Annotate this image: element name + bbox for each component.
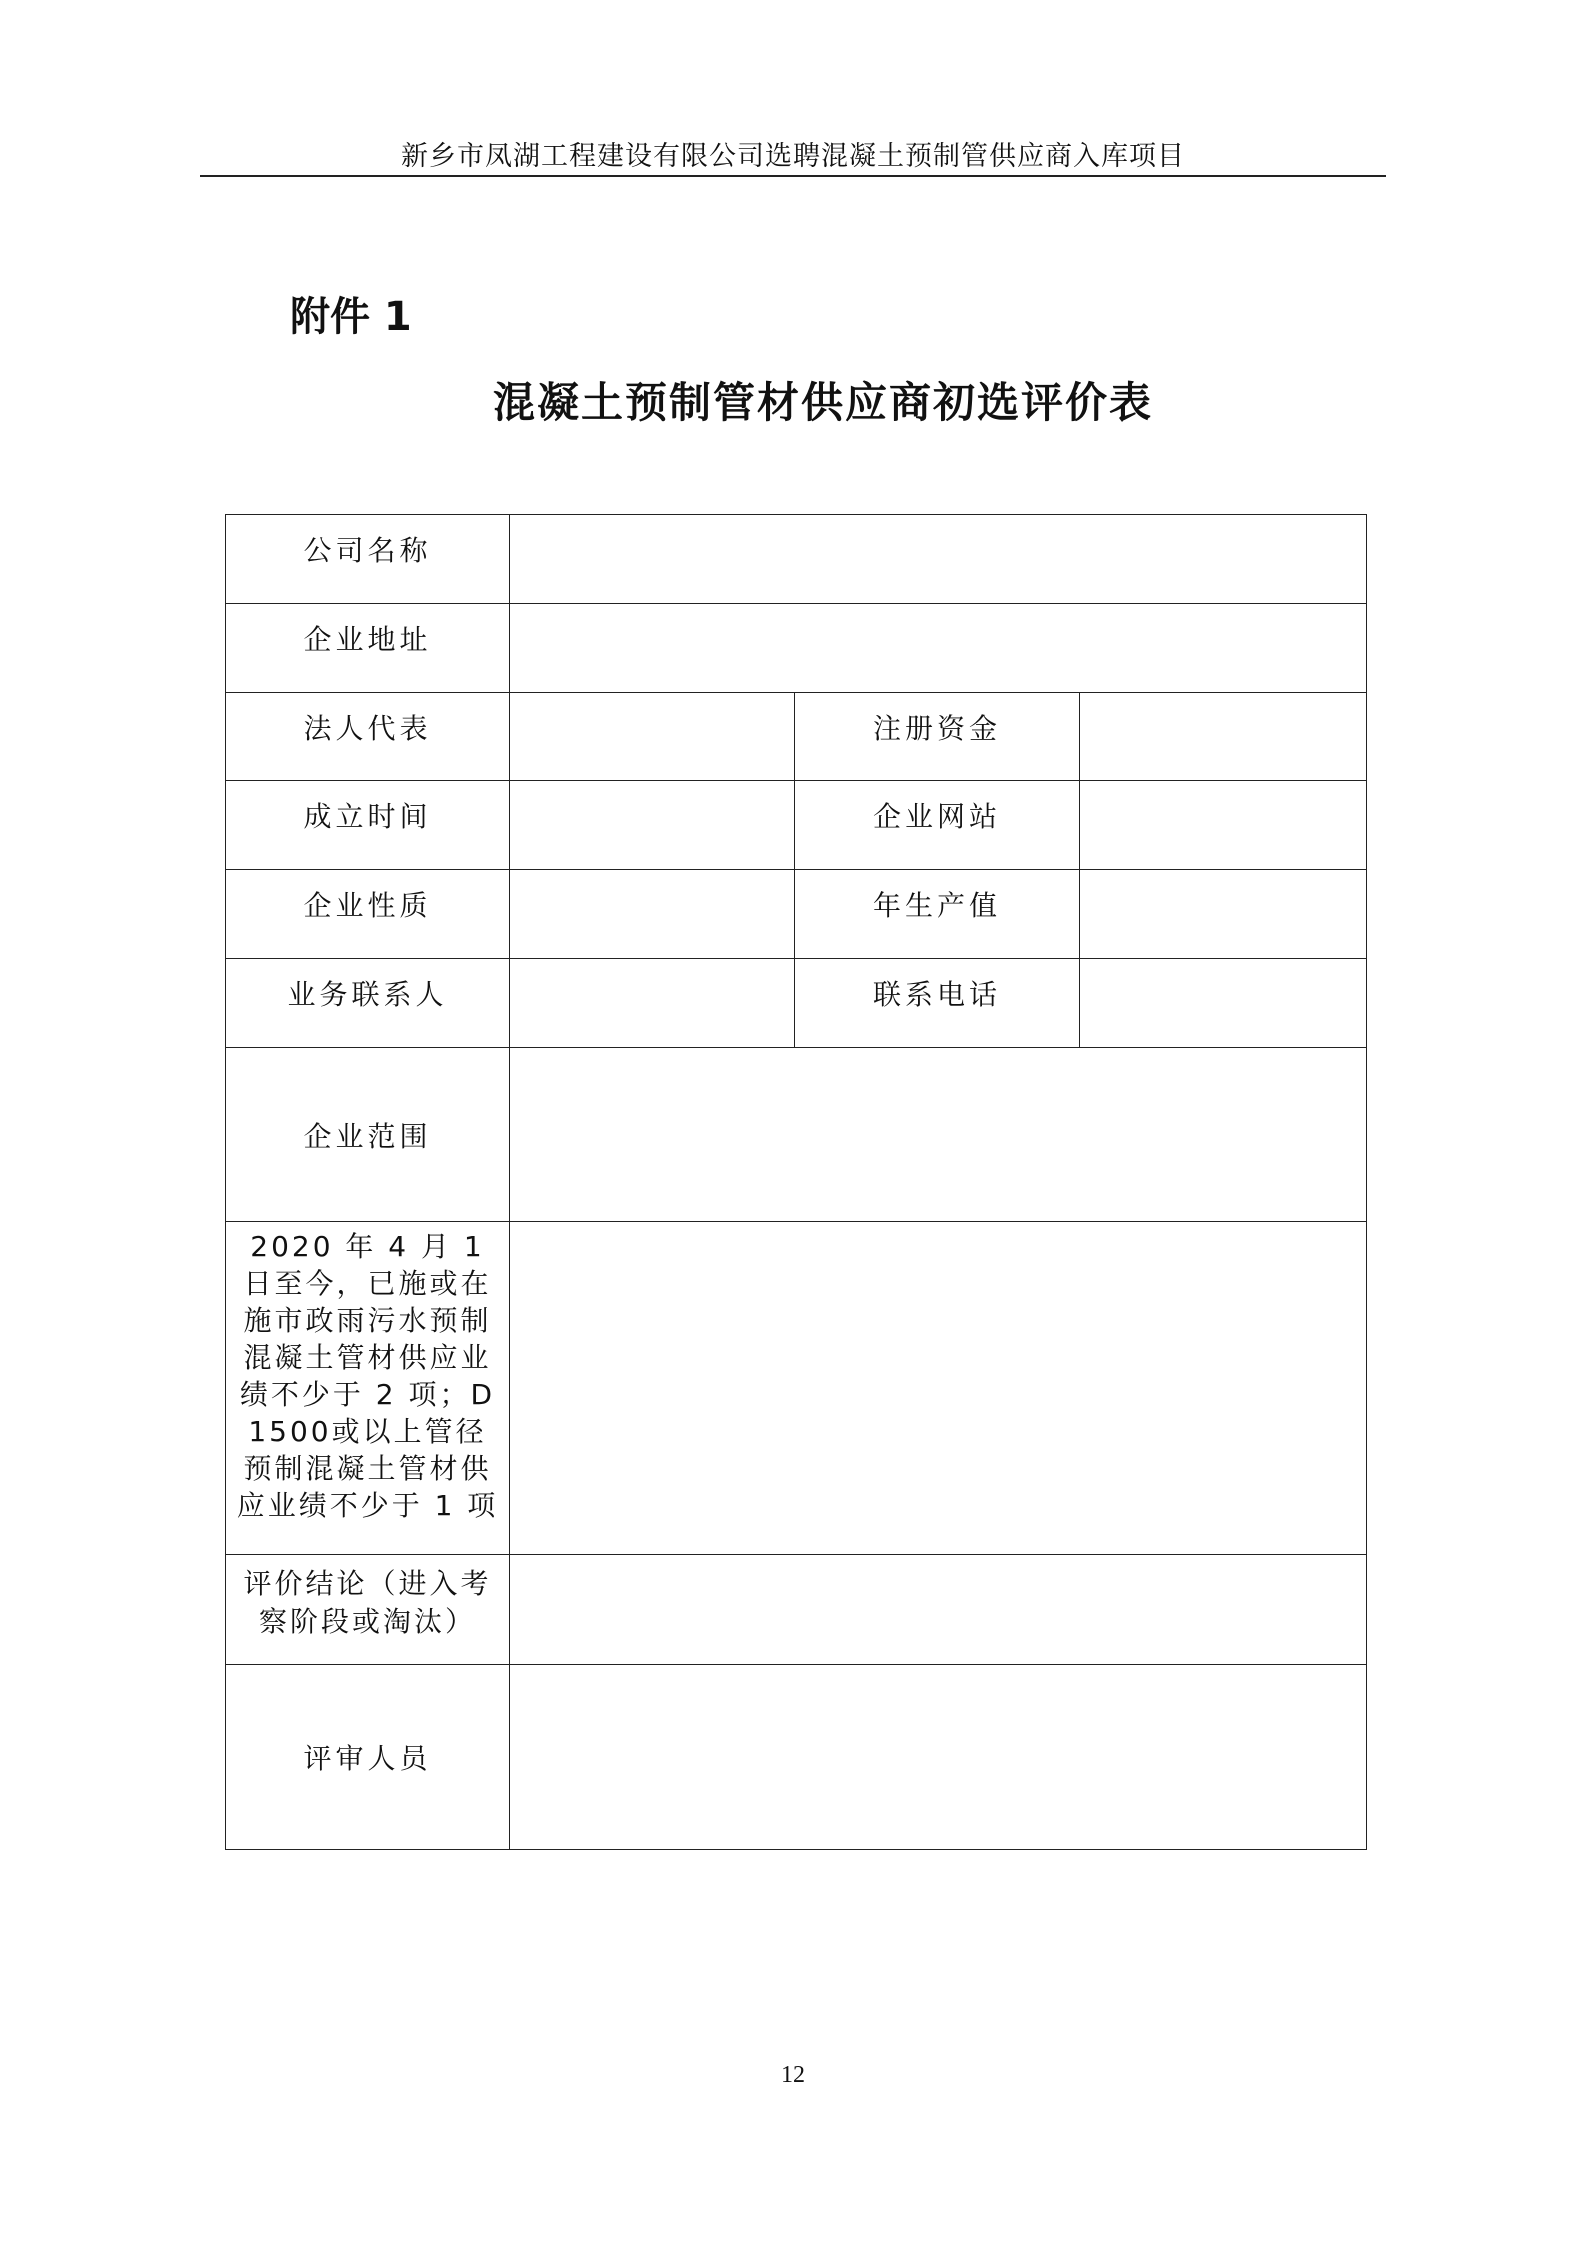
reviewers-field[interactable]	[510, 1665, 1367, 1850]
table-row	[226, 693, 1367, 781]
established-date-field[interactable]	[510, 781, 795, 870]
annual-output-field[interactable]	[1080, 870, 1367, 959]
annual-output-label: 年生产值	[795, 870, 1080, 959]
website-label: 企业网站	[795, 781, 1080, 870]
contact-phone-field[interactable]	[1080, 959, 1367, 1048]
established-date-label: 成立时间	[226, 781, 510, 870]
page-number: 12	[781, 2062, 805, 2088]
table-row	[226, 515, 1367, 604]
table-row	[226, 604, 1367, 693]
header-divider	[200, 175, 1386, 177]
performance-requirement-label: 2020 年 4 月 1 日至今，已施或在施市政雨污水预制混凝土管材供应业绩不少于 2 项；D1500或以上管径预制混凝土管材供应业绩不少于 1 项	[226, 1222, 510, 1555]
performance-requirement-field[interactable]	[510, 1222, 1367, 1555]
company-address-field[interactable]	[510, 604, 1367, 693]
enterprise-nature-field[interactable]	[510, 870, 795, 959]
business-scope-label: 企业范围	[226, 1048, 510, 1222]
business-contact-label: 业务联系人	[226, 959, 510, 1048]
business-contact-field[interactable]	[510, 959, 795, 1048]
table-row	[226, 959, 1367, 1048]
attachment-label: 附件 1	[290, 294, 412, 340]
contact-phone-label: 联系电话	[795, 959, 1080, 1048]
table-row	[226, 1665, 1367, 1850]
registered-capital-label: 注册资金	[795, 693, 1080, 781]
evaluation-conclusion-field[interactable]	[510, 1555, 1367, 1665]
company-name-field[interactable]	[510, 515, 1367, 604]
running-header: 新乡市凤湖工程建设有限公司选聘混凝土预制管供应商入库项目	[401, 141, 1185, 172]
registered-capital-field[interactable]	[1080, 693, 1367, 781]
website-field[interactable]	[1080, 781, 1367, 870]
enterprise-nature-label: 企业性质	[226, 870, 510, 959]
business-scope-field[interactable]	[510, 1048, 1367, 1222]
table-row	[226, 870, 1367, 959]
reviewers-label: 评审人员	[226, 1665, 510, 1850]
page-title: 混凝土预制管材供应商初选评价表	[492, 378, 1153, 427]
table-row	[226, 1048, 1367, 1222]
legal-representative-label: 法人代表	[226, 693, 510, 781]
company-name-label: 公司名称	[226, 515, 510, 604]
table-row	[226, 1555, 1367, 1665]
evaluation-conclusion-label: 评价结论（进入考察阶段或淘汰）	[226, 1555, 510, 1665]
legal-representative-field[interactable]	[510, 693, 795, 781]
table-row	[226, 1222, 1367, 1555]
table-row	[226, 781, 1367, 870]
company-address-label: 企业地址	[226, 604, 510, 693]
evaluation-form-table	[225, 514, 1367, 1850]
